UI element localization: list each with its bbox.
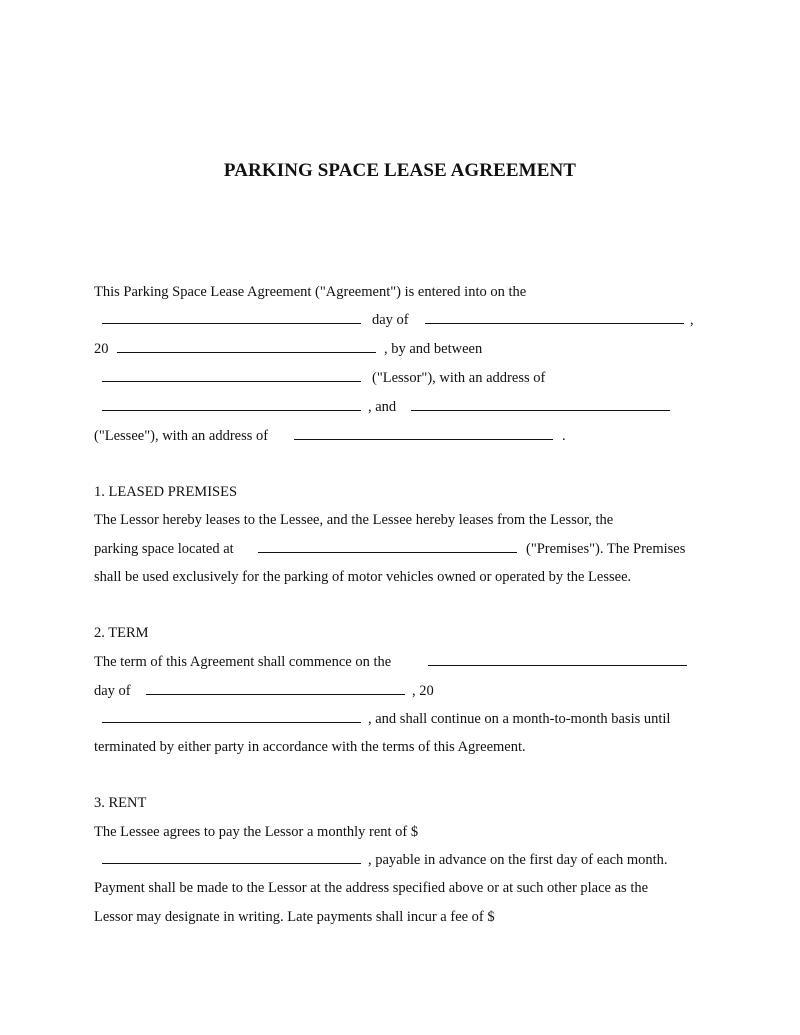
section-1-heading: 1. LEASED PREMISES [94, 484, 238, 500]
section-2-line-1: The term of this Agreement shall commence on the [94, 654, 392, 670]
term-start-day-field[interactable] [428, 665, 687, 666]
document-title: PARKING SPACE LEASE AGREEMENT [223, 160, 577, 181]
section-2-heading: 2. TERM [94, 625, 149, 641]
section-3-heading: 3. RENT [94, 795, 147, 811]
agreement-year-field[interactable] [117, 352, 376, 353]
lessee-address-field[interactable] [294, 439, 553, 440]
lessor-name-field[interactable] [102, 381, 361, 382]
section-2-line-2b: , 20 [412, 683, 434, 699]
section-2-line-2a: day of [94, 683, 131, 699]
section-3-line-4: Lessor may designate in writing. Late payments shall incur a fee of $ [94, 909, 495, 925]
term-start-month-field[interactable] [146, 694, 405, 695]
lessor-address-field[interactable] [102, 410, 361, 411]
and-text: , and [368, 399, 397, 415]
premises-location-field[interactable] [258, 552, 517, 553]
by-and-between-text: , by and between [384, 341, 483, 357]
day-of-label: day of [372, 312, 409, 328]
section-3-line-3: Payment shall be made to the Lessor at the address specified above or at such other place as the [94, 880, 649, 896]
year-prefix: 20 [94, 341, 109, 357]
section-1-line-2b: ("Premises"). The Premises [526, 541, 686, 557]
section-2-line-4: terminated by either party in accordance with the terms of this Agreement. [94, 739, 526, 755]
section-1-line-3: shall be used exclusively for the parking of motor vehicles owned or operated by the Lessee. [94, 569, 632, 585]
comma-text: , [690, 312, 694, 328]
period-text: . [562, 428, 566, 444]
section-3-line-1: The Lessee agrees to pay the Lessor a monthly rent of $ [94, 824, 419, 840]
section-1-line-1: The Lessor hereby leases to the Lessee, and the Lessee hereby leases from the Lessor, the [94, 512, 614, 528]
monthly-rent-field[interactable] [102, 863, 361, 864]
section-2-line-3: , and shall continue on a month-to-month basis until [368, 711, 671, 727]
agreement-day-field[interactable] [102, 323, 361, 324]
term-start-year-field[interactable] [102, 722, 361, 723]
lessor-address-label: ("Lessor"), with an address of [372, 370, 546, 386]
section-1-line-2a: parking space located at [94, 541, 234, 557]
lessee-address-label: ("Lessee"), with an address of [94, 428, 269, 444]
lessee-name-field[interactable] [411, 410, 670, 411]
intro-line-1: This Parking Space Lease Agreement ("Agreement") is entered into on the [94, 284, 527, 300]
section-3-line-2: , payable in advance on the first day of each month. [368, 852, 668, 868]
agreement-month-field[interactable] [425, 323, 684, 324]
